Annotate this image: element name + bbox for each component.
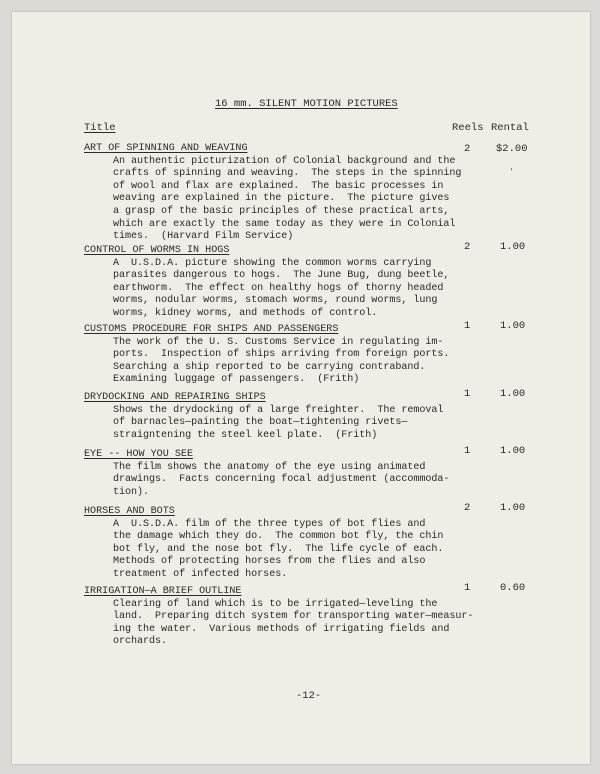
film-rental: $2.00 [496,143,528,155]
film-rental: 0.60 [500,582,526,594]
film-reels: 1 [464,320,471,332]
film-title: CUSTOMS PROCEDURE FOR SHIPS AND PASSENGERS [84,324,339,335]
film-title: DRYDOCKING AND REPAIRING SHIPS [84,392,266,403]
film-rental: 1.00 [500,388,526,400]
film-reels: 2 [464,241,471,253]
film-reels: 2 [464,143,471,155]
film-entry [84,392,454,442]
film-description: A U.S.D.A. film of the three types of bot flies and the damage which they do. The common bot fly, the chin bot fly, and the nose bot fly. The life cycle of each. Methods of protecting horses from the flies and also treatment of infected horses. [113,518,444,580]
film-description: A U.S.D.A. picture showing the common worms carrying parasites dangerous to hogs. The June Bug, dung beetle, earthworm. The effect on healthy hogs of thorny headed worms, nodular worms, stomach worms, round worms, lung worms, kidney worms, and methods of control. [113,257,450,319]
film-title: EYE -- HOW YOU SEE [84,449,194,460]
film-description: Clearing of land which is to be irrigated—leveling the land. Preparing ditch system for transporting water—measur- ing the water. Various methods of irrigating fields and orchards. [113,598,474,648]
film-entry [84,143,462,244]
column-header-rental: Rental [491,122,529,134]
film-entry [84,586,474,649]
column-header-title: Title [84,122,116,134]
film-description: An authentic picturization of Colonial background and the crafts of spinning and weaving. The steps in the spinning of wool and flax are explained. The basic processes in weaving are explained in the picture. The picture gives a grasp of the basic principles of these practical arts, which are exactly the same today as they were in Colonial times. (Harvard Film Service) [113,155,462,243]
page-number: -12- [296,690,322,702]
film-reels: 1 [464,582,471,594]
column-header-reels: Reels [452,122,484,134]
film-description: The film shows the anatomy of the eye using animated drawings. Facts concerning focal adjustment (accommoda- tion). [113,461,450,498]
film-rental: 1.00 [500,502,526,514]
film-title: CONTROL OF WORMS IN HOGS [84,245,230,256]
film-description: Shows the drydocking of a large freighter. The removal of barnacles—painting the boat—tightening rivets— straigntening the steel keel plate. (Frith) [113,404,444,441]
film-reels: 1 [464,388,471,400]
film-title: HORSES AND BOTS [84,506,175,517]
film-entry [84,506,454,582]
film-rental: 1.00 [500,241,526,253]
page-title: 16 mm. SILENT MOTION PICTURES [215,98,398,110]
film-title: ART OF SPINNING AND WEAVING [84,143,248,154]
document-page [12,12,590,764]
film-entry [84,449,454,499]
film-rental: 1.00 [500,445,526,457]
film-reels: 1 [464,445,471,457]
film-title: IRRIGATION—A BRIEF OUTLINE [84,586,242,597]
film-description: The work of the U. S. Customs Service in regulating im- ports. Inspection of ships arriving from foreign ports. Searching a ship reported to be carrying contraband. Examining luggage of passengers. (Frith) [113,336,450,386]
film-reels: 2 [464,502,471,514]
film-rental: 1.00 [500,320,526,332]
film-entry [84,245,454,321]
pencil-mark: ' [509,168,514,177]
film-entry [84,324,454,387]
